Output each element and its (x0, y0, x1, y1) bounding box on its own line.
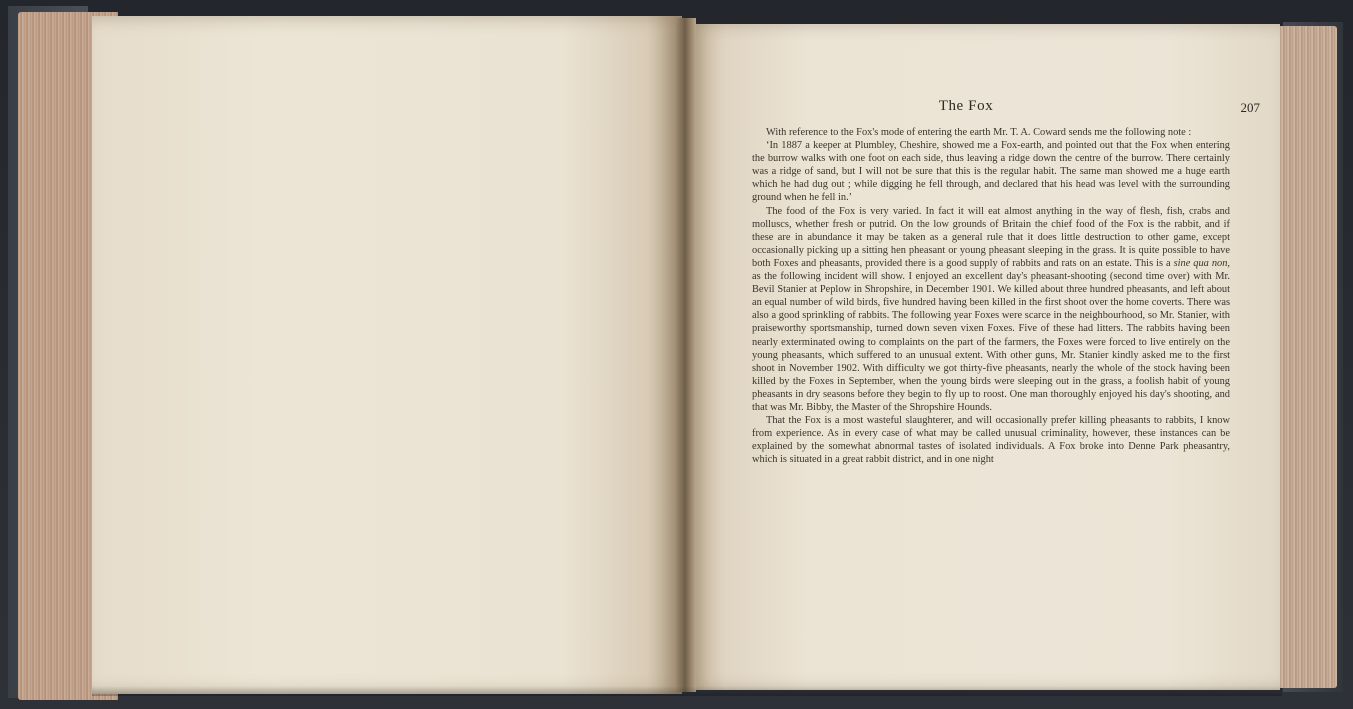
latin-phrase: sine qua non, (1173, 257, 1230, 269)
body-text (752, 126, 1230, 466)
page-number: 207 (1240, 100, 1260, 115)
paragraph: That the Fox is a most wasteful slaughterer, and will occasionally prefer killing pheasants to rabbits, I know from experience. As in every case of what may be called unusual criminality, however, these instances can be explained by the somewhat abnormal tastes of isolated individuals. A Fox broke into Denne Park pheasantry, which is situated in a great rabbit district, and in one night (752, 415, 1230, 466)
paragraph (752, 205, 1230, 415)
running-title: The Fox (938, 98, 994, 114)
paragraph: With reference to the Fox's mode of entering the earth Mr. T. A. Coward sends me the following note : (766, 127, 1192, 138)
paragraph-text: as the following incident will show. I enjoyed an excellent day's pheasant-shooting (second time over) with Mr. Bevil Stanier at Peplow in Shropshire, in December 1901. We killed about three hundred pheasants, and left about an equal number of wild birds, five hundred having been killed in the first shoot over the home coverts. There was also a good sprinkling of rabbits. The following year Foxes were scarce in the neighbourhood, so Mr. Stanier, with praiseworthy sportsmanship, turned down seven vixen Foxes. Five of these had litters. The rabbits having been nearly exterminated owing to complaints on the part of the farmers, the Foxes were forced to live entirely on the young pheasants, which suffered to an unusual extent. With other guns, Mr. Stanier kindly asked me to the first shoot in November 1902. With difficulty we got thirty-five pheasants, nearly the whole of the stock having been killed by the Foxes in September, when the young birds were sleeping out in the grass, a foolish habit of young pheasants in dry seasons before they begin to fly up to roost. One man thoroughly enjoyed his day's shooting, and that was Mr. Bibby, the Master of the Shropshire Hounds. (752, 271, 1230, 413)
paragraph-text: The food of the Fox is very varied. In fact it will eat almost anything in the way of flesh, fish, crabs and molluscs, whether fresh or putrid. On the low grounds of Britain the chief food of the Fox is the rabbit, and if these are in abundance it may be taken as a general rule that it does little destruction to other game, except occasionally picking up a sitting hen pheasant or young pheasant sleeping in the grass. It is quite possible to have both Foxes and pheasants, provided there is a good supply of rabbits and rats on an estate. This is a (752, 205, 1230, 269)
book-gutter (676, 18, 696, 692)
running-head (706, 98, 1266, 118)
blank-left-page (92, 16, 682, 694)
paragraph: ‘In 1887 a keeper at Plumbley, Cheshire, showed me a Fox-earth, and pointed out that the Fox when entering the burrow walks with one foot on each side, thus leaving a ridge down the centre of the burrow. There certainly was a ridge of sand, but I will not be sure that this is the regular habit. The same man showed me a huge earth which he had dug out ; while digging he fell through, and declared that his head was level with the surrounding ground when he fell in.’ (752, 140, 1230, 204)
page-shadow (92, 686, 1282, 696)
